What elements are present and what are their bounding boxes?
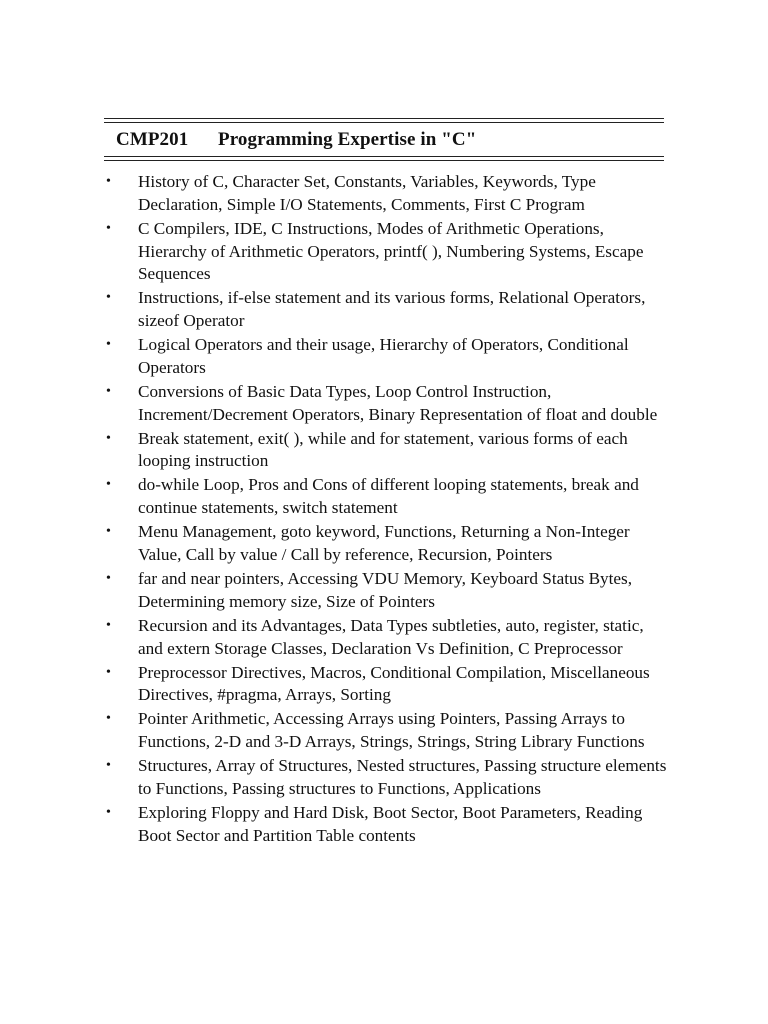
- list-item: [104, 662, 670, 707]
- topic-text: do-while Loop, Pros and Cons of different looping statements, break and continue statements, switch statement: [138, 475, 639, 518]
- topic-text: Pointer Arithmetic, Accessing Arrays using Pointers, Passing Arrays to Functions, 2-D and 3-D Arrays, Strings, Strings, String Library Functions: [138, 709, 645, 752]
- list-item: [104, 334, 670, 379]
- course-title-row: [104, 123, 664, 156]
- bullet-icon: •: [106, 383, 111, 399]
- list-item: [104, 568, 670, 613]
- topic-text: Instructions, if-else statement and its various forms, Relational Operators, sizeof Operator: [138, 288, 646, 330]
- topic-text: Conversions of Basic Data Types, Loop Control Instruction, Increment/Decrement Operators, Binary Representation of float and double: [138, 381, 658, 424]
- bullet-icon: •: [106, 758, 111, 774]
- course-code: CMP201: [116, 129, 189, 150]
- course-title: Programming Expertise in "C": [218, 129, 477, 150]
- list-item: [104, 381, 670, 426]
- topic-text: C Compilers, IDE, C Instructions, Modes of Arithmetic Operations, Hierarchy of Arithmetic Operators, printf( ), Numbering Systems, Escape Sequences: [138, 218, 644, 284]
- bullet-icon: •: [106, 430, 111, 446]
- list-item: [104, 802, 670, 847]
- bullet-icon: •: [106, 805, 111, 821]
- topic-text: Structures, Array of Structures, Nested structures, Passing structure elements to Functions, Passing structures to Functions, Applications: [138, 756, 667, 798]
- topic-text: Exploring Floppy and Hard Disk, Boot Sector, Boot Parameters, Reading Boot Sector and Partition Table contents: [138, 803, 643, 845]
- bullet-icon: •: [106, 220, 111, 236]
- list-item: [104, 521, 670, 566]
- bullet-icon: •: [106, 337, 111, 353]
- list-item: [104, 218, 670, 286]
- topic-text: Preprocessor Directives, Macros, Conditional Compilation, Miscellaneous Directives, #pragma, Arrays, Sorting: [138, 662, 650, 705]
- list-item: [104, 708, 670, 753]
- bullet-icon: •: [106, 711, 111, 727]
- topic-text: Break statement, exit( ), while and for statement, various forms of each looping instruction: [138, 428, 628, 471]
- list-item: [104, 615, 670, 660]
- list-item: [104, 171, 670, 216]
- bullet-icon: •: [106, 571, 111, 587]
- course-header: [104, 118, 664, 161]
- bullet-icon: •: [106, 664, 111, 680]
- bullet-icon: •: [106, 477, 111, 493]
- list-item: [104, 287, 670, 332]
- topic-text: History of C, Character Set, Constants, Variables, Keywords, Type Declaration, Simple I/O Statements, Comments, First C Program: [138, 172, 596, 214]
- topic-list: [104, 171, 670, 849]
- bullet-icon: •: [106, 290, 111, 306]
- topic-text: Menu Management, goto keyword, Functions, Returning a Non-Integer Value, Call by value / Call by reference, Recursion, Pointers: [138, 522, 630, 564]
- bullet-icon: •: [106, 617, 111, 633]
- header-bottom-rule: [104, 156, 664, 161]
- list-item: [104, 474, 670, 519]
- list-item: [104, 755, 670, 800]
- topic-text: Logical Operators and their usage, Hierarchy of Operators, Conditional Operators: [138, 335, 629, 377]
- topic-text: far and near pointers, Accessing VDU Memory, Keyboard Status Bytes, Determining memory size, Size of Pointers: [138, 569, 633, 611]
- topic-text: Recursion and its Advantages, Data Types subtleties, auto, register, static, and extern Storage Classes, Declaration Vs Definition, C Preprocessor: [138, 615, 644, 658]
- bullet-icon: •: [106, 524, 111, 540]
- list-item: [104, 428, 670, 473]
- bullet-icon: •: [106, 174, 111, 189]
